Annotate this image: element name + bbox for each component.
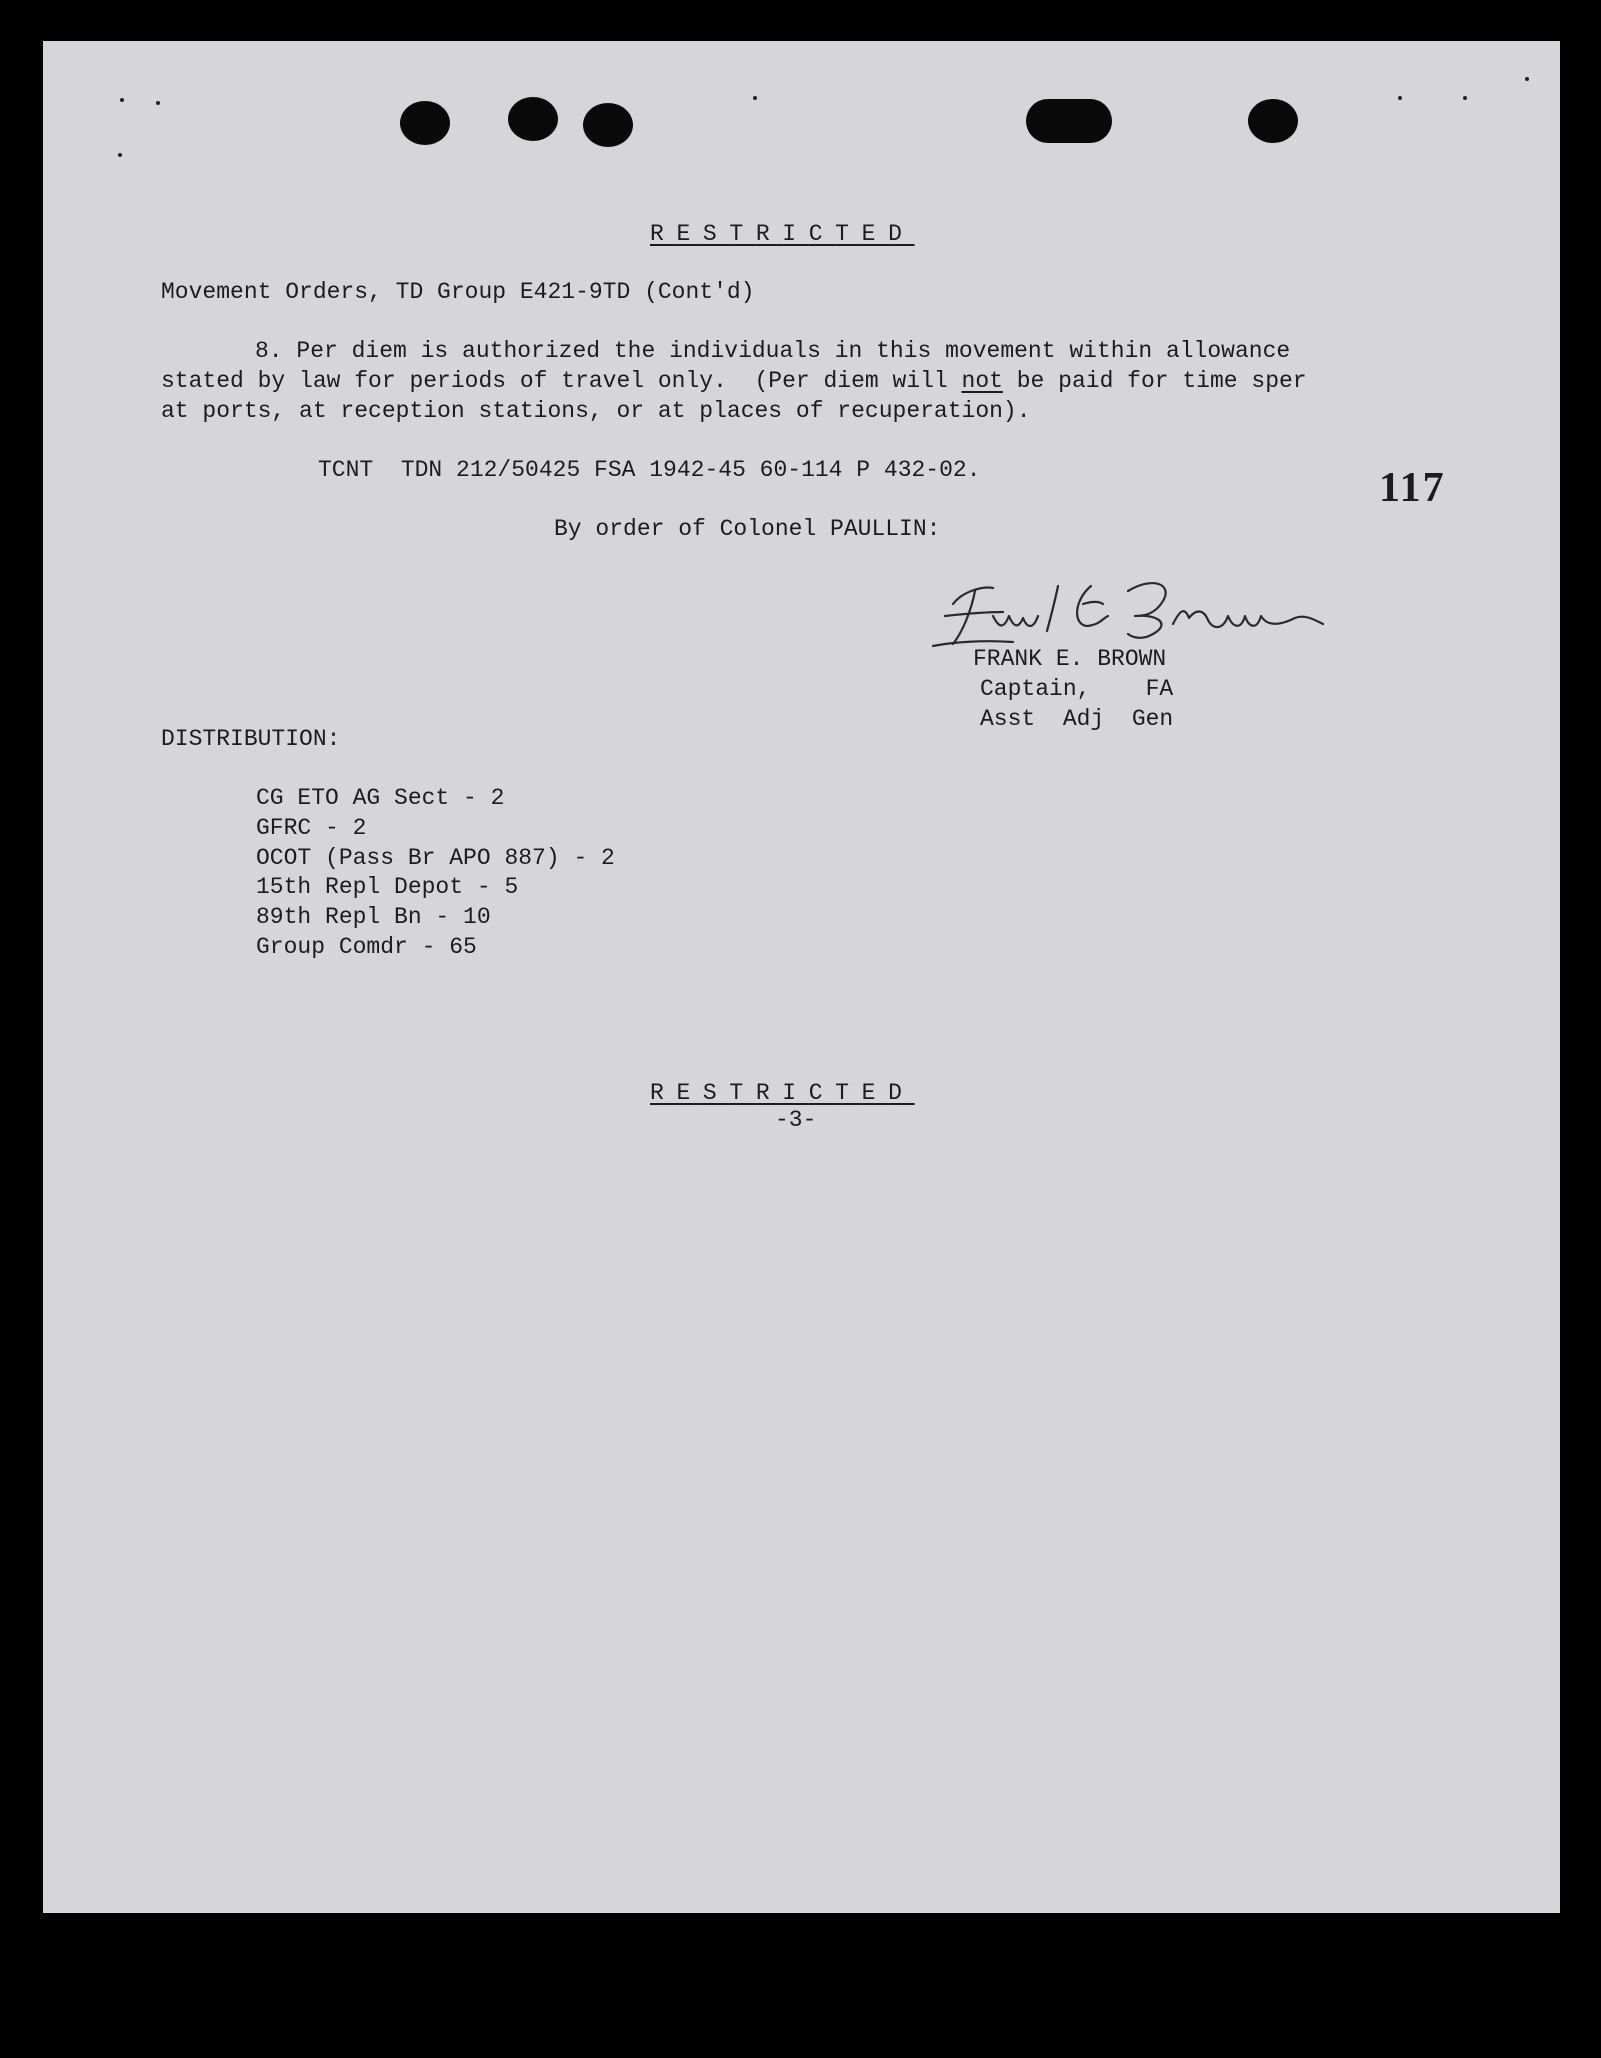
emphasis-not: not (961, 368, 1003, 394)
classification-letter: E (676, 221, 703, 247)
paragraph-8-line-2-end: be paid for time sper (1002, 368, 1307, 394)
signer-title: Asst Adj Gen (980, 706, 1174, 732)
footer-classification (650, 1078, 915, 1108)
page-number: -3- (775, 1107, 817, 1133)
speck (156, 101, 160, 105)
order-line: By order of Colonel PAULLIN: (554, 516, 941, 542)
classification-letter: E (861, 221, 889, 247)
classification-letter: E (676, 1080, 703, 1106)
classification-letter: R (650, 1080, 677, 1106)
speck (120, 98, 124, 102)
classification-letter: C (808, 1080, 836, 1106)
paragraph-8-line-1: 8. Per diem is authorized the individuals in this movement within allowance (255, 338, 1291, 364)
classification-letter: T (729, 221, 756, 247)
punch-hole-3 (583, 103, 633, 147)
speck (118, 153, 122, 157)
classification-letter: D (888, 221, 915, 247)
punch-hole-1 (400, 101, 450, 145)
signer-rank: Captain, FA (980, 676, 1174, 702)
distribution-item: Group Comdr - 65 (256, 934, 477, 960)
classification-letter: R (650, 221, 677, 247)
punch-hole-2 (508, 97, 558, 141)
classification-letter: R (755, 221, 783, 247)
classification-letter: R (755, 1080, 783, 1106)
classification-letter: S (702, 221, 730, 247)
distribution-item: 15th Repl Depot - 5 (256, 874, 519, 900)
paragraph-8-line-3: at ports, at reception stations, or at places of recuperation). (161, 398, 1031, 424)
distribution-item: 89th Repl Bn - 10 (256, 904, 491, 930)
fund-citation: TCNT TDN 212/50425 FSA 1942-45 60-114 P 432-02. (318, 457, 981, 483)
classification-letter: T (835, 221, 862, 247)
punch-hole-5 (1248, 99, 1298, 143)
classification-letter: E (861, 1080, 889, 1106)
header-classification (650, 219, 915, 249)
classification-letter: T (729, 1080, 756, 1106)
classification-letter: D (888, 1080, 915, 1106)
distribution-heading: DISTRIBUTION: (161, 726, 341, 752)
signer-name: FRANK E. BROWN (973, 646, 1167, 672)
speck (1463, 96, 1467, 100)
classification-letter: T (835, 1080, 862, 1106)
classification-letter: C (808, 221, 836, 247)
distribution-item: CG ETO AG Sect - 2 (256, 785, 505, 811)
document-page (43, 41, 1560, 1913)
classification-letter: I (782, 1080, 809, 1106)
speck (753, 96, 757, 100)
subject-line: Movement Orders, TD Group E421-9TD (Cont'd) (161, 279, 755, 305)
speck (1398, 96, 1402, 100)
speck (1525, 77, 1529, 81)
paragraph-8-line-2-start: stated by law for periods of travel only. (Per diem will (161, 368, 962, 394)
punch-hole-4 (1026, 99, 1112, 143)
classification-letter: S (702, 1080, 730, 1106)
classification-letter: I (782, 221, 809, 247)
paragraph-8-line-2 (161, 366, 1307, 396)
page-stamp-number: 117 (1379, 465, 1446, 511)
distribution-item: OCOT (Pass Br APO 887) - 2 (256, 845, 615, 871)
distribution-item: GFRC - 2 (256, 815, 367, 841)
